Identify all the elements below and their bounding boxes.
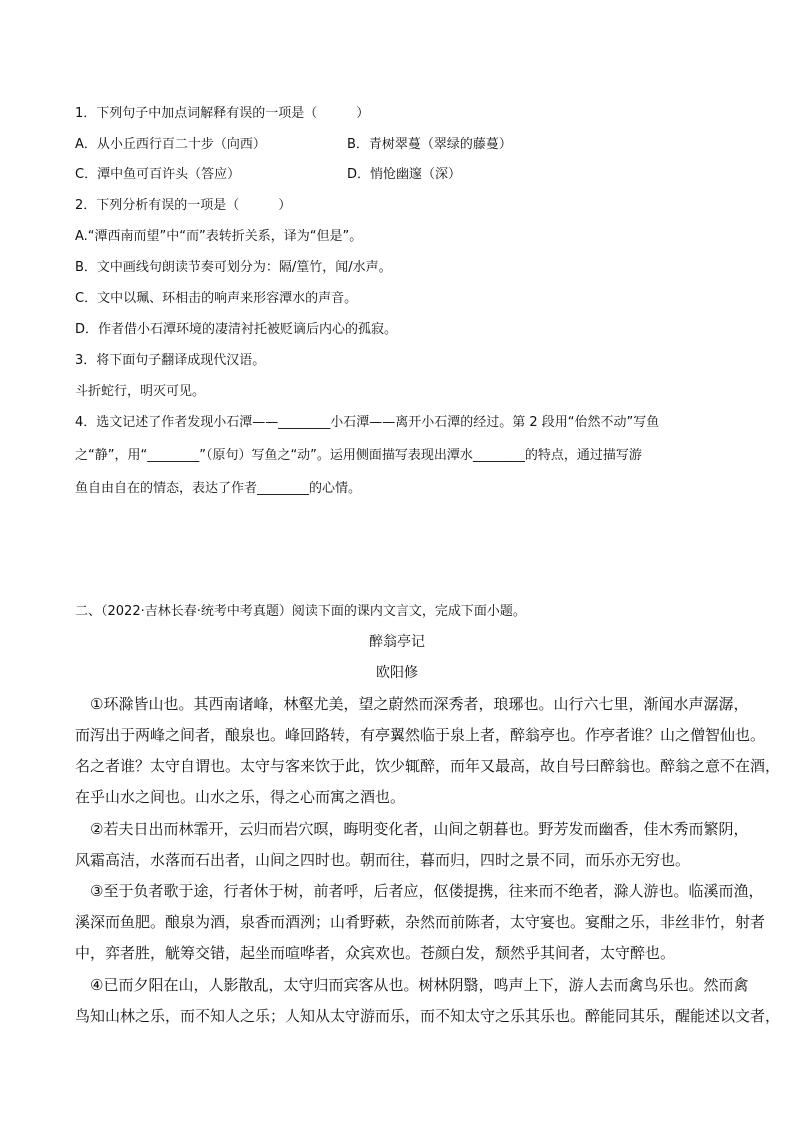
q3-sentence: 斗折蛇行，明灭可见。 [75, 384, 206, 399]
q2-option-c: C．文中以珮、环相击的响声来形容潭水的声音。 [75, 291, 358, 306]
q1-option-row-2 [75, 167, 462, 182]
passage-line-4: 在乎山水之间也。山水之乐，得之心而寓之酒也。 [75, 788, 406, 806]
q3-stem: 3．将下面句子翻译成现代汉语。 [75, 353, 266, 368]
q2-option-d: D．作者借小石潭环境的凄清衬托被贬谪后内心的孤寂。 [75, 322, 398, 337]
passage-line-5: ②若夫日出而林霏开，云归而岩穴暝，晦明变化者，山间之朝暮也。野芳发而幽香，佳木秀而繁阴， [90, 820, 749, 838]
passage-line-9: 中，弈者胜，觥筹交错，起坐而喧哗者，众宾欢也。苍颜白发，颓然乎其间者，太守醉也。 [75, 944, 676, 962]
q4-line-1: 4．选文记述了作者发现小石潭——________小石潭——离开小石潭的经过。第 2 段用“佁然不动”写鱼 [75, 415, 660, 430]
q1-stem: 1．下列句子中加点词解释有误的一项是（ ） [75, 106, 370, 121]
passage-line-3: 名之者谁？太守自谓也。太守与客来饮于此，饮少辄醉，而年又最高，故自号曰醉翁也。醉翁之意不在酒， [75, 757, 781, 775]
section2-header: 二、（2022·吉林长春·统考中考真题）阅读下面的课内文言文，完成下面小题。 [75, 604, 526, 619]
q4-line-2: 之“静”，用“________”（原句）写鱼之“动”。运用侧面描写表现出潭水________的特点，通过描写游 [75, 448, 642, 463]
q2-stem: 2．下列分析有误的一项是（ ） [75, 198, 292, 213]
q1-option-d: D．悄怆幽邃（深） [347, 167, 462, 182]
q1-option-b: B．青树翠蔓（翠绿的藤蔓） [347, 137, 512, 152]
passage-line-6: 风霜高洁，水落而石出者，山间之四时也。朝而往，暮而归，四时之景不同，而乐亦无穷也。 [75, 851, 691, 869]
q1-option-a: A．从小丘西行百二十步（向西） [75, 137, 266, 152]
passage-author: 欧阳修 [376, 665, 418, 681]
passage-line-10: ④已而夕阳在山，人影散乱，太守归而宾客从也。树林阴翳，鸣声上下，游人去而禽鸟乐也。然而禽 [90, 976, 749, 994]
passage-line-7: ③至于负者歌于途，行者休于树，前者呼，后者应，伛偻提携，往来而不绝者，滁人游也。临溪而渔， [90, 882, 764, 900]
q2-option-b: B．文中画线句朗读节奏可划分为：隔/篁竹，闻/水声。 [75, 260, 392, 275]
passage-line-8: 溪深而鱼肥。酿泉为酒，泉香而酒洌；山肴野蔌，杂然而前陈者，太守宴也。宴酣之乐，非丝非竹，射者 [75, 913, 766, 931]
q1-option-c: C．潭中鱼可百许头（答应） [75, 167, 241, 182]
q4-line-3: 鱼自由自在的情态，表达了作者________的心情。 [75, 481, 362, 496]
passage-line-1: ①环滁皆山也。其西南诸峰，林壑尤美，望之蔚然而深秀者，琅琊也。山行六七里，渐闻水声潺潺， [90, 695, 749, 713]
passage-title: 醉翁亭记 [369, 634, 425, 650]
passage-line-2: 而泻出于两峰之间者，酿泉也。峰回路转，有亭翼然临于泉上者，醉翁亭也。作亭者谁？山之僧智仙也。 [75, 726, 766, 744]
q2-option-a: A.“潭西南而望”中“而”表转折关系，译为“但是”。 [75, 229, 363, 244]
passage-line-11: 鸟知山林之乐，而不知人之乐；人知从太守游而乐，而不知太守之乐其乐也。醉能同其乐，醒能述以文者， [75, 1007, 781, 1025]
q1-option-row-1 [75, 137, 512, 152]
